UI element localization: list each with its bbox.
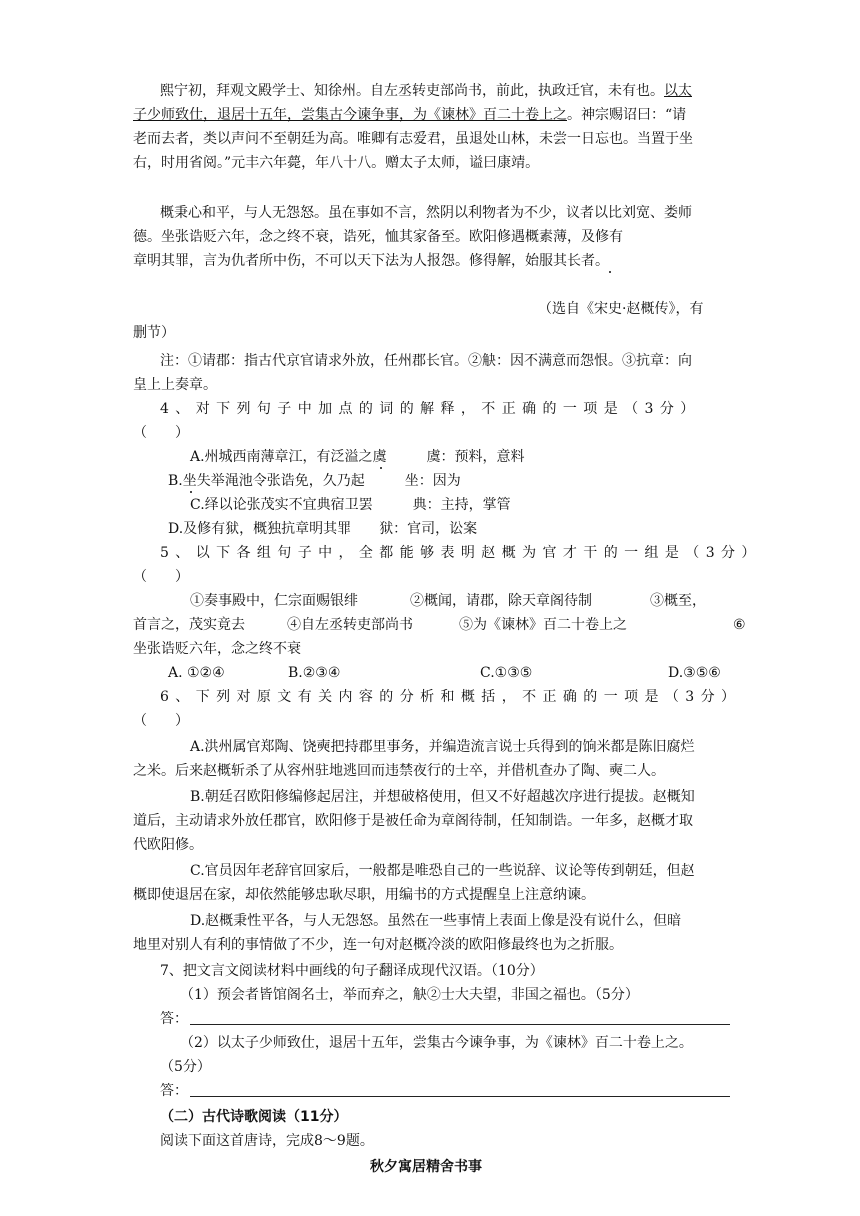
q5-items-line2: 首言之，茂实竟去 ④自左丞转吏部尚书 ⑤为《谏林》百二十卷上之 ⑥ <box>133 617 746 633</box>
q7-answer1-line[interactable] <box>190 1024 730 1025</box>
notes-line1: 注：①请郡：指古代京官请求外放，任州郡长官。②觖：因不满意而怨恨。③抗章：向 <box>160 353 692 369</box>
passage-p1-line3: 老而去者，类以声问不至朝廷为高。唯卿有志爱君，虽退处山林，未尝一日忘也。当置于坐 <box>133 131 693 147</box>
passage-p1-line1: 熙宁初，拜观文殿学士、知徐州。自左丞转吏部尚书，前此，执政迁官，未有也。以太 <box>160 83 692 99</box>
q7-answer1-label: 答： <box>160 1011 188 1027</box>
q4-option-d: D.及修有狱，概独抗章明其罪 狱：官司，讼案 <box>168 521 478 537</box>
q6-option-b-line1: B.朝廷召欧阳修编修起居注，并想破格使用，但又不好超越次序进行提拔。赵概知 <box>190 789 695 805</box>
q6-option-a-line2: 之米。后来赵概斩杀了从容州驻地逃回而违禁夜行的士卒，并借机查办了陶、奭二人。 <box>133 763 665 779</box>
q6-option-d-line1: D.赵概秉性平各，与人无怨怒。虽然在一些事情上表面上像是没有说什么，但暗 <box>190 913 682 929</box>
source-line1: （选自《宋史·赵概传》，有 <box>538 301 704 317</box>
q6-option-c-line2: 概即使退居在家，却依然能够忠耿尽职，用编书的方式提醒皇上注意纳谏。 <box>133 887 595 903</box>
q4-option-c: C.绎以论张茂实不宜典宿卫罢 典：主持，掌管 <box>190 497 511 513</box>
q7-answer2-line[interactable] <box>190 1096 730 1097</box>
poem-title: 秋夕寓居精舍书事 <box>370 1159 482 1175</box>
q6-stem: 6、下列对原文有关内容的分析和概括，不正确的一项是（3分） <box>160 689 742 705</box>
passage-p1-line4: 右，时用省阅。”元丰六年薨，年八十八。赠太子太师，谥曰康靖。 <box>133 155 540 171</box>
q7-part2-line2: （5分） <box>160 1059 211 1075</box>
dotted-char: 坐 <box>182 473 197 489</box>
notes-line2: 皇上上奏章。 <box>133 377 217 393</box>
q6-option-c-line1: C.官员因年老辞官回家后，一般都是唯恐自己的一些说辞、议论等传到朝廷，但赵 <box>190 863 695 879</box>
section-instruction: 阅读下面这首唐诗，完成8～9题。 <box>160 1133 374 1149</box>
dotted-char: 虞 <box>372 449 387 465</box>
q5-items-line3: 坐张诰贬六年，念之终不衰 <box>133 641 301 657</box>
q5-option-c: C.①③⑤ <box>480 665 533 681</box>
source-line2: 删节） <box>133 325 175 341</box>
q5-option-b: B.②③④ <box>288 665 341 681</box>
q5-option-a: A. ①②④ <box>168 665 225 681</box>
q7-part2-line1: （2）以太子少师致仕，退居十五年，尝集古今谏争事，为《谏林》百二十卷上之。 <box>180 1035 693 1051</box>
q6-answer-blank: （ ） <box>133 713 189 729</box>
q4-option-b: B.坐失举渑池令张诰免，久乃起 坐：因为 <box>168 473 461 489</box>
q7-stem: 7、把文言文阅读材料中画线的句子翻译成现代汉语。（10分） <box>160 963 544 979</box>
q6-option-b-line2: 道后，主动请求外放任郡官，欧阳修于是被任命为章阁待制，任知制诰。一年多，赵概才取 <box>133 813 693 829</box>
q4-option-a: A.州城西南薄章江，有泛溢之虞 虞：预料，意料 <box>190 449 525 465</box>
q6-option-d-line2: 地里对别人有利的事情做了不少，连一句对赵概冷淡的欧阳修最终也为之折服。 <box>133 937 623 953</box>
q5-stem: 5、以下各组句子中，全都能够表明赵概为官才干的一组是（3分） <box>160 545 762 561</box>
q7-answer2-label: 答： <box>160 1083 188 1099</box>
q5-items-line1: ①奏事殿中，仁宗面赐银绯 ②概闻，请郡，除天章阁待制 ③概至， <box>190 593 706 609</box>
passage-p2-line3: 章明其罪，言为仇者所中伤，不可以天下法为人报怨。修得解，始服其长者。 <box>133 253 609 269</box>
q4-answer-blank: （ ） <box>133 425 189 441</box>
passage-p1-line2: 子少师致仕，退居十五年，尝集古今谏争事，为《谏林》百二十卷上之。神宗赐诏曰：“请 <box>133 107 687 123</box>
underlined-sentence: 以太 <box>664 83 692 99</box>
q6-option-b-line3: 代欧阳修。 <box>133 837 203 853</box>
q6-option-a-line1: A.洪州属官郑陶、饶奭把持郡里事务，并编造流言说士兵得到的饷米都是陈旧腐烂 <box>190 739 695 755</box>
section-heading: （二）古代诗歌阅读（11分） <box>160 1109 348 1125</box>
q7-part1: （1）预会者皆馆阁名士，举而弃之，觖②士大夫望，非国之福也。（5分） <box>180 987 639 1003</box>
q5-answer-blank: （ ） <box>133 569 189 585</box>
q5-option-d: D.③⑤⑥ <box>668 665 721 681</box>
passage-p2-line2: 德。坐张诰贬六年，念之终不衰，诰死，恤其家备至。欧阳修遇概素薄，及修有 <box>133 229 623 245</box>
q4-stem: 4、对下列句子中加点的词的解释，不正确的一项是（3分） <box>160 401 701 417</box>
passage-p2-line1: 概秉心和平，与人无怨怒。虽在事如不言，然阴以利物者为不少，议者以比刘宽、娄师 <box>160 205 692 221</box>
underlined-sentence: 子少师致仕，退居十五年，尝集古今谏争事，为《谏林》百二十卷上之 <box>133 107 567 123</box>
